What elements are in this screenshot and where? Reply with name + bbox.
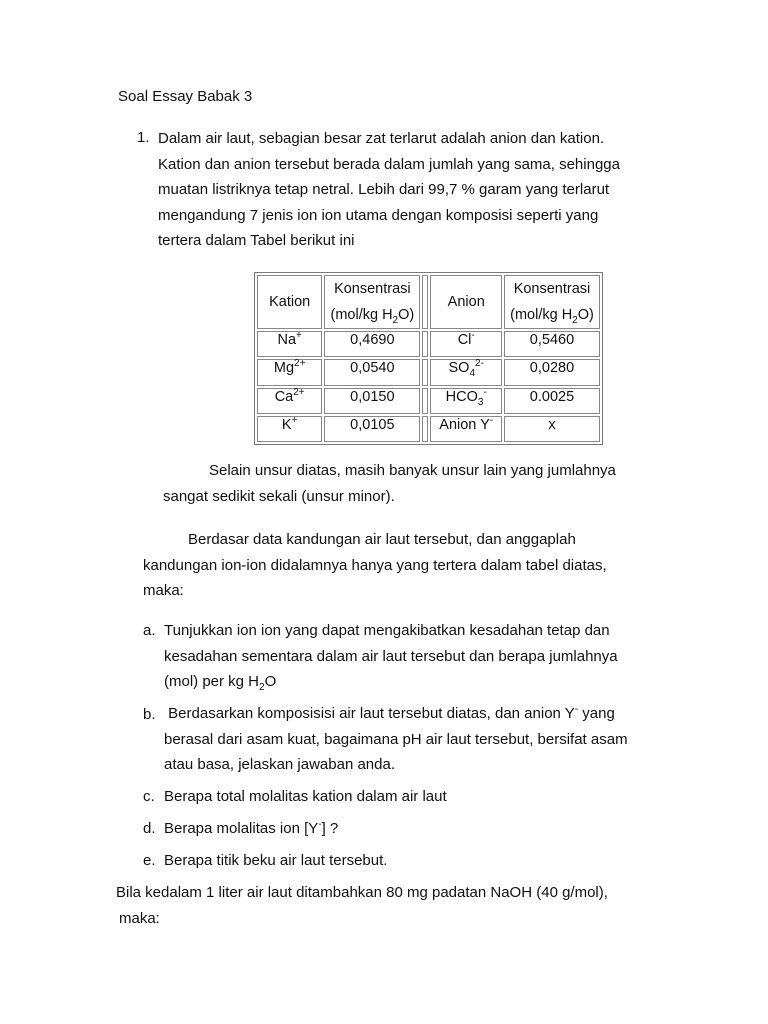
anion-value-cell: x (504, 416, 600, 442)
final-paragraph (116, 880, 608, 931)
question-d-label: d. (143, 820, 156, 837)
anion-cell: Anion Y- (430, 416, 501, 442)
ion-composition-table (254, 272, 603, 445)
basis-line: Berdasar data kandungan air laut tersebut, dan anggaplah (188, 531, 576, 548)
kation-cell: $Ca^{2+}$ (257, 388, 322, 414)
table-row (257, 331, 600, 357)
question-a-label: a. (143, 622, 156, 639)
question-a-line: Tunjukkan ion ion yang dapat mengakibatkan kesadahan tetap dan (164, 622, 610, 639)
question-b (164, 701, 628, 778)
kation-cell: $Mg^{2+}$ (257, 359, 322, 385)
question-a-line: (mol) per kg $H_2O$ (164, 673, 277, 693)
kation-cell: K+ (257, 416, 322, 442)
kation-value-cell: 0,0105 (324, 416, 420, 442)
table-spacer (422, 331, 428, 357)
question-d: Berapa molalitas ion [Y-] ? (164, 819, 339, 837)
anion-header: Anion (430, 275, 501, 329)
question-b-label: b. (143, 706, 156, 723)
anion-cell: $HCO_3^-$ (430, 388, 501, 414)
basis-paragraph (143, 527, 607, 604)
question-c-label: c. (143, 788, 155, 805)
table-row (257, 416, 600, 442)
anion-value-cell: 0.0025 (504, 388, 600, 414)
intro-line: tertera dalam Tabel berikut ini (158, 232, 355, 249)
table-spacer (422, 388, 428, 414)
kation-cell: Na+ (257, 331, 322, 357)
anion-cell: $SO_4^{2-}$ (430, 359, 501, 385)
question-a-line: kesadahan sementara dalam air laut tersebut dan berapa jumlahnya (164, 647, 618, 665)
question-e: Berapa titik beku air laut tersebut. (164, 852, 388, 869)
page-title: Soal Essay Babak 3 (118, 88, 253, 105)
question-c: Berapa total molalitas kation dalam air laut (164, 788, 447, 805)
table-spacer (422, 359, 428, 385)
kation-value-cell: 0,4690 (324, 331, 420, 357)
anion-value-cell: 0,0280 (504, 359, 600, 385)
table-spacer (422, 416, 428, 442)
basis-line: kandungan ion-ion didalamnya hanya yang tertera dalam tabel diatas, (143, 556, 607, 574)
kation-value-cell: 0,0150 (324, 388, 420, 414)
intro-line: mengandung 7 jenis ion ion utama dengan komposisi seperti yang (158, 206, 599, 224)
final-line: maka: (119, 909, 160, 927)
question-b-line: berasal dari asam kuat, bagaimana pH air laut tersebut, bersifat asam (164, 730, 628, 748)
intro-line: Dalam air laut, sebagian besar zat terlarut adalah anion dan kation. (158, 130, 605, 147)
intro-line: Kation dan anion tersebut berada dalam jumlah yang sama, sehingga (158, 155, 620, 173)
table-row (257, 359, 600, 385)
question-b-line: Berdasarkan komposisisi air laut tersebut diatas, dan anion Y- yang (164, 704, 615, 722)
final-line: Bila kedalam 1 liter air laut ditambahkan 80 mg padatan NaOH (40 g/mol), (116, 884, 608, 901)
note-line: sangat sedikit sekali (unsur minor). (163, 487, 395, 505)
table-row (257, 388, 600, 414)
table-spacer (422, 275, 428, 329)
question-b-line: atau basa, jelaskan jawaban anda. (164, 756, 396, 773)
table-header-row (257, 275, 600, 329)
kation-header: Kation (257, 275, 322, 329)
question-1-intro (158, 126, 620, 254)
anion-cell: Cl- (430, 331, 501, 357)
basis-line: maka: (143, 582, 184, 599)
anion-value-cell: 0,5460 (504, 331, 600, 357)
question-1-number: 1. (137, 129, 150, 146)
kation-konsentrasi-header: Konsentrasi (mol/kg $H_2O$) (324, 275, 420, 329)
note-line: Selain unsur diatas, masih banyak unsur lain yang jumlahnya (209, 462, 616, 479)
anion-konsentrasi-header: Konsentrasi (mol/kg $H_2O$) (504, 275, 600, 329)
question-e-label: e. (143, 852, 156, 869)
question-a (164, 618, 618, 695)
minor-note (163, 458, 616, 509)
intro-line: muatan listriknya tetap netral. Lebih dari 99,7 % garam yang terlarut (158, 181, 610, 198)
kation-value-cell: 0,0540 (324, 359, 420, 385)
